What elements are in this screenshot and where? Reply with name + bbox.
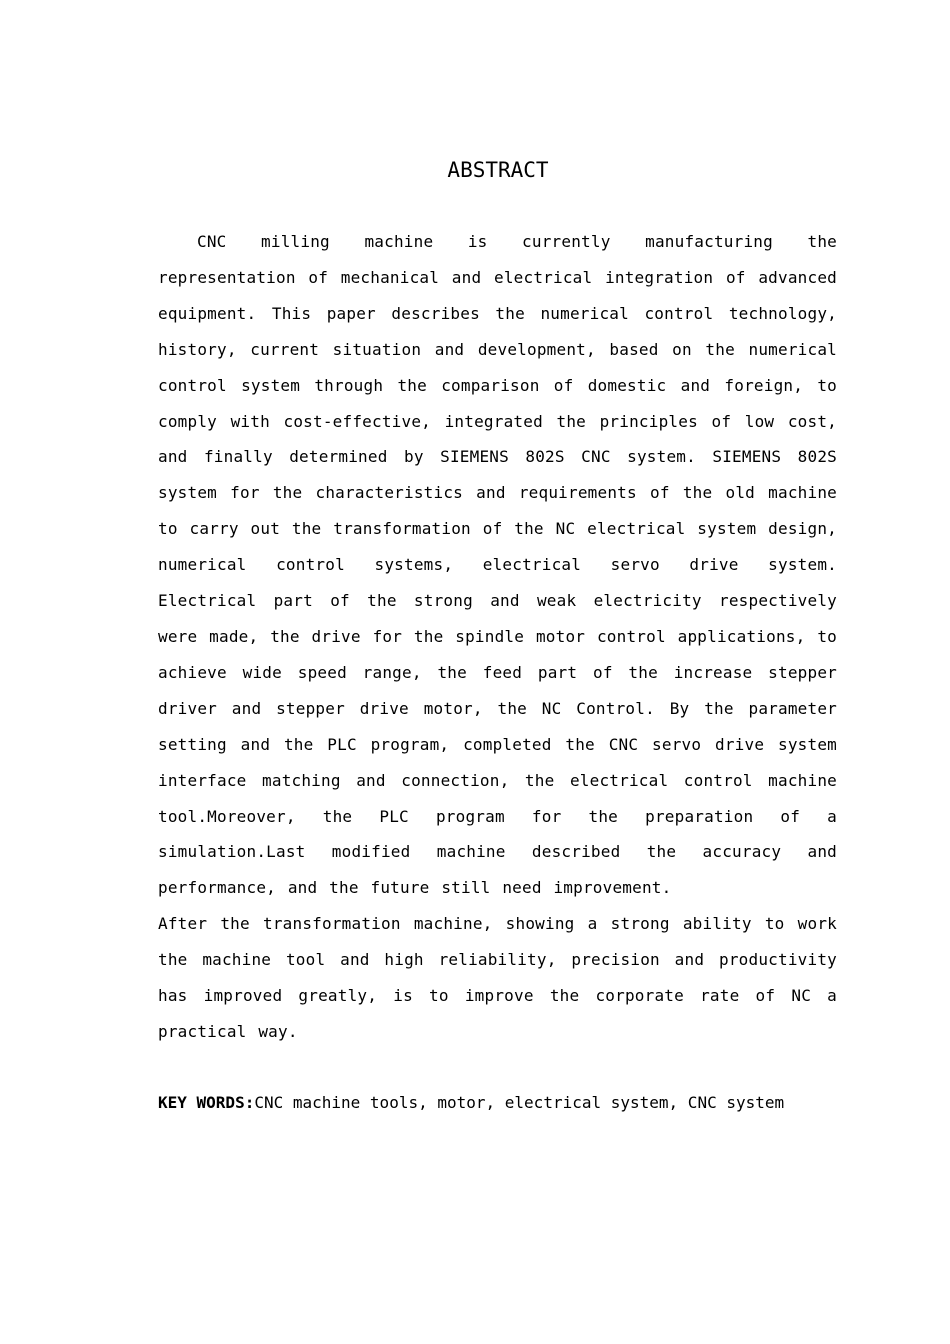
abstract-paragraph-1: CNC milling machine is currently manufacturing the representation of mechanical and electrical integration of advanced equipment. This paper describes the numerical control technology, history, current situation and development, based on the numerical control system through the comparison of domestic and foreign, to comply with cost-effective, integrated the principles of low cost, and finally determined by SIEMENS 802S CNC system. SIEMENS 802S system for the characteristics and requirements of the old machine to carry out the transformation of the NC electrical system design, numerical control systems, electrical servo drive system. Electrical part of the strong and weak electricity respectively were made, the drive for the spindle motor control applications, to achieve wide speed range, the feed part of the increase stepper driver and stepper drive motor, the NC Control. By the parameter setting and the PLC program, completed the CNC servo drive system interface matching and connection, the electrical control machine tool.Moreover, the PLC program for the preparation of a simulation.Last modified machine described the accuracy and performance, and the future still need improvement. (158, 232, 837, 898)
abstract-body (158, 224, 837, 1050)
keywords-label: KEY WORDS: (158, 1093, 255, 1112)
abstract-paragraph-2: After the transformation machine, showing a strong ability to work the machine tool and high reliability, precision and productivity has improved greatly, is to improve the corporate rate of NC a practical way. (158, 914, 837, 1041)
keywords-text: CNC machine tools, motor, electrical system, CNC system (254, 1093, 785, 1112)
abstract-title: ABSTRACT (447, 158, 549, 182)
keywords-line (158, 1088, 878, 1118)
